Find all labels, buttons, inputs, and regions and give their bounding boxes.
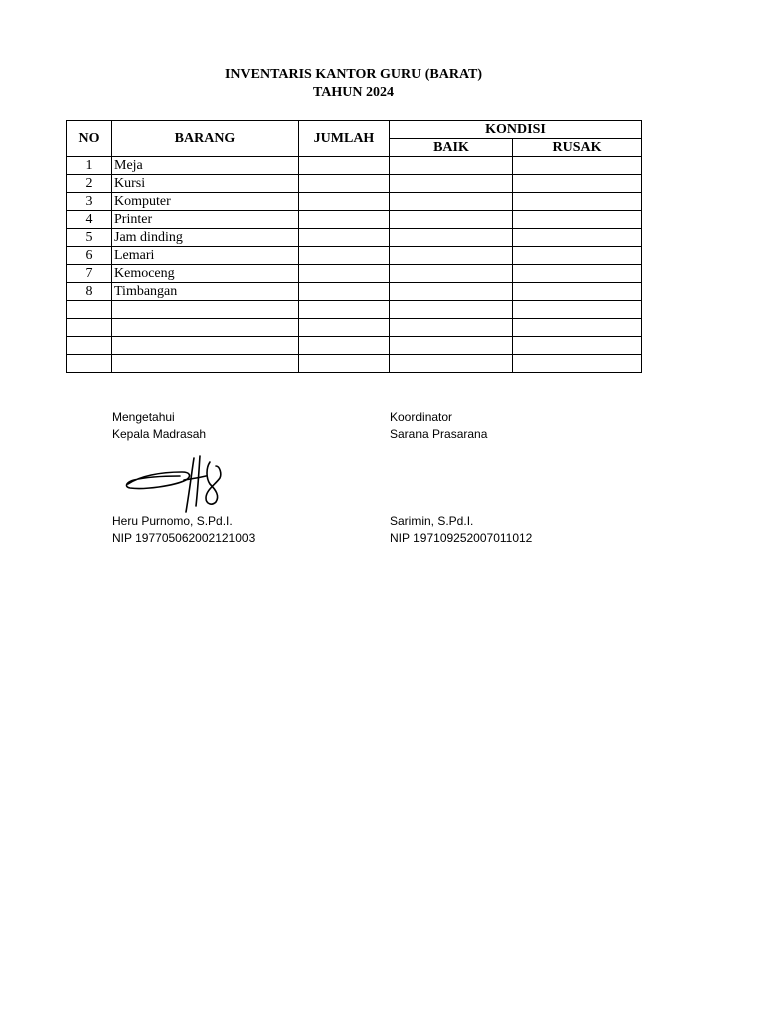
cell-barang: Komputer <box>112 193 299 211</box>
table-header <box>67 121 642 157</box>
cell-rusak <box>513 301 642 319</box>
cell-jumlah <box>299 265 390 283</box>
cell-rusak <box>513 211 642 229</box>
cell-baik <box>390 193 513 211</box>
cell-barang: Printer <box>112 211 299 229</box>
cell-baik <box>390 175 513 193</box>
cell-barang: Meja <box>112 157 299 175</box>
left-signature-heading <box>112 409 206 443</box>
header-rusak: RUSAK <box>513 139 642 157</box>
left-signature-line1: Mengetahui <box>112 410 175 424</box>
table-body <box>67 157 642 373</box>
cell-rusak <box>513 175 642 193</box>
cell-jumlah <box>299 193 390 211</box>
table-row <box>67 283 642 301</box>
cell-no <box>67 301 112 319</box>
cell-jumlah <box>299 157 390 175</box>
table-row <box>67 301 642 319</box>
cell-rusak <box>513 247 642 265</box>
cell-no: 8 <box>67 283 112 301</box>
cell-baik <box>390 283 513 301</box>
left-signatory-name: Heru Purnomo, S.Pd.I. <box>112 514 233 528</box>
cell-rusak <box>513 229 642 247</box>
document-subtitle: TAHUN 2024 <box>312 85 395 100</box>
cell-jumlah <box>299 283 390 301</box>
cell-no: 7 <box>67 265 112 283</box>
cell-barang: Lemari <box>112 247 299 265</box>
cell-baik <box>390 211 513 229</box>
cell-jumlah <box>299 301 390 319</box>
header-no: NO <box>67 121 112 157</box>
cell-baik <box>390 229 513 247</box>
table-row <box>67 229 642 247</box>
cell-barang: Jam dinding <box>112 229 299 247</box>
table-row <box>67 211 642 229</box>
right-signatory-name: Sarimin, S.Pd.I. <box>390 514 474 528</box>
right-signatory-nip: NIP 197109252007011012 <box>390 531 533 545</box>
cell-jumlah <box>299 211 390 229</box>
cell-rusak <box>513 337 642 355</box>
table-row <box>67 157 642 175</box>
cell-barang: Kursi <box>112 175 299 193</box>
cell-rusak <box>513 319 642 337</box>
table-row <box>67 319 642 337</box>
cell-rusak <box>513 283 642 301</box>
cell-baik <box>390 337 513 355</box>
cell-no <box>67 337 112 355</box>
left-signature-line2: Kepala Madrasah <box>112 427 207 441</box>
header-baik: BAIK <box>390 139 513 157</box>
cell-baik <box>390 301 513 319</box>
cell-no: 2 <box>67 175 112 193</box>
left-signatory <box>112 513 255 547</box>
inventory-table <box>66 120 642 373</box>
cell-barang <box>112 355 299 373</box>
handwritten-signature <box>120 454 230 516</box>
cell-no: 6 <box>67 247 112 265</box>
cell-jumlah <box>299 247 390 265</box>
document-header <box>66 66 641 102</box>
cell-rusak <box>513 157 642 175</box>
cell-no: 3 <box>67 193 112 211</box>
right-signature-line1: Koordinator <box>390 410 453 424</box>
header-kondisi: KONDISI <box>390 121 642 139</box>
table-row <box>67 247 642 265</box>
cell-barang <box>112 337 299 355</box>
left-signatory-nip: NIP 197705062002121003 <box>112 531 256 545</box>
right-signature-heading <box>390 409 487 443</box>
cell-barang: Timbangan <box>112 283 299 301</box>
header-barang: BARANG <box>112 121 299 157</box>
cell-baik <box>390 247 513 265</box>
cell-jumlah <box>299 319 390 337</box>
cell-no: 1 <box>67 157 112 175</box>
cell-no: 4 <box>67 211 112 229</box>
cell-no: 5 <box>67 229 112 247</box>
cell-barang <box>112 301 299 319</box>
cell-jumlah <box>299 175 390 193</box>
cell-jumlah <box>299 229 390 247</box>
table-row <box>67 193 642 211</box>
table-row <box>67 355 642 373</box>
right-signature-line2: Sarana Prasarana <box>390 427 488 441</box>
cell-baik <box>390 265 513 283</box>
header-jumlah: JUMLAH <box>299 121 390 157</box>
cell-no <box>67 319 112 337</box>
cell-baik <box>390 355 513 373</box>
right-signatory <box>390 513 532 547</box>
cell-rusak <box>513 265 642 283</box>
cell-baik <box>390 157 513 175</box>
cell-barang <box>112 319 299 337</box>
table-row <box>67 337 642 355</box>
cell-jumlah <box>299 337 390 355</box>
document-title: INVENTARIS KANTOR GURU (BARAT) <box>224 67 483 82</box>
table-row <box>67 175 642 193</box>
cell-barang: Kemoceng <box>112 265 299 283</box>
cell-rusak <box>513 193 642 211</box>
cell-jumlah <box>299 355 390 373</box>
cell-rusak <box>513 355 642 373</box>
cell-no <box>67 355 112 373</box>
cell-baik <box>390 319 513 337</box>
table-row <box>67 265 642 283</box>
